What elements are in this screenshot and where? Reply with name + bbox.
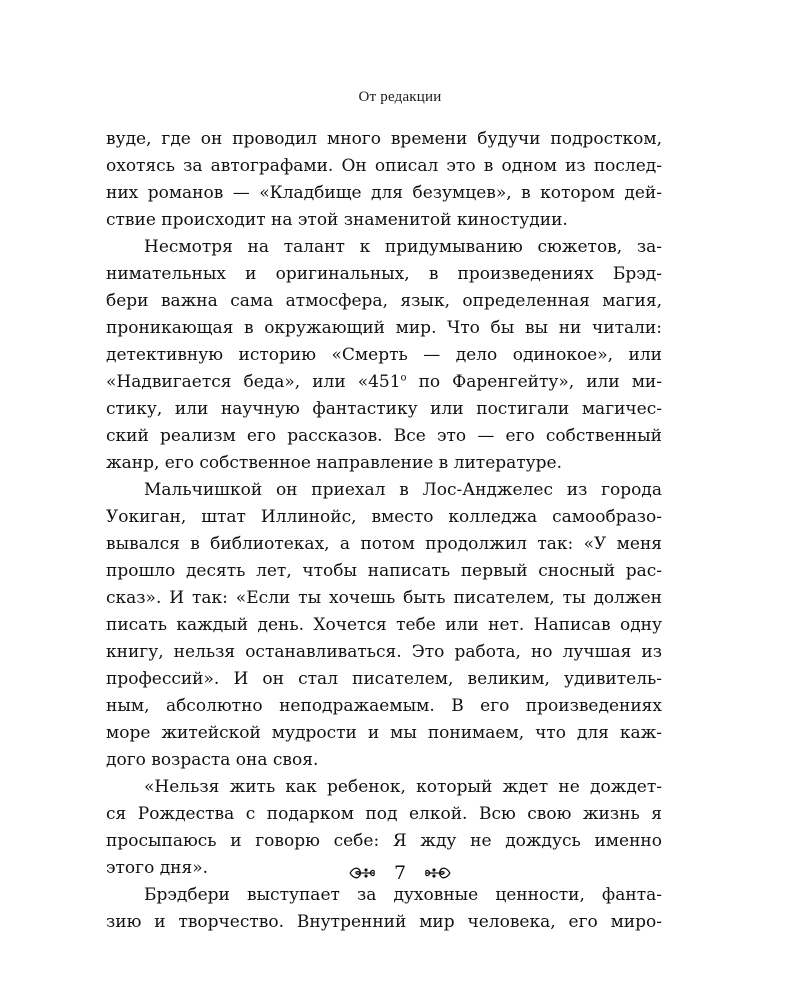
text-line: ствие происходит на этой знаменитой киностудии.	[106, 210, 568, 230]
text-line: стику, или научную фантастику или постигали магичес-	[106, 399, 662, 419]
text-line: писать каждый день. Хочется тебе или нет. Написав одну	[106, 615, 662, 635]
text-line: ся Рождества с подарком под елкой. Всю свою жизнь я	[106, 804, 662, 824]
fleuron-ornament-icon	[424, 864, 452, 882]
text-line: профессий». И он стал писателем, великим, удивитель-	[106, 669, 662, 689]
text-line: проникающая в окружающий мир. Что бы вы ни читали:	[106, 318, 662, 338]
text-line: нимательных и оригинальных, в произведениях Брэд-	[106, 264, 662, 284]
fleuron-ornament-icon	[348, 864, 376, 882]
text-line: книгу, нельзя останавливаться. Это работа, но лучшая из	[106, 642, 662, 662]
text-line: ным, абсолютно неподражаемым. В его произведениях	[106, 696, 662, 716]
text-line: Уокиган, штат Иллинойс, вместо колледжа самообразо-	[106, 507, 662, 527]
text-line: Брэдбери выступает за духовные ценности, фанта-	[144, 885, 662, 905]
text-line: прошло десять лет, чтобы написать первый сносный рас-	[106, 561, 662, 581]
text-line: охотясь за автографами. Он описал это в одном из послед-	[106, 156, 662, 176]
text-line: «Нельзя жить как ребенок, который ждет не дождет-	[144, 777, 662, 797]
text-line: дого возраста она своя.	[106, 750, 319, 770]
text-line: детективную историю «Смерть — дело одинокое», или	[106, 345, 662, 365]
text-line: вуде, где он проводил много времени будучи подростком,	[106, 129, 662, 149]
text-line: зию и творчество. Внутренний мир человека, его миро-	[106, 912, 662, 932]
text-line: «Надвигается беда», или «451$^o$ по Фаренгейту», или ми-	[106, 372, 662, 392]
text-line: них романов — «Кладбище для безумцев», в котором дей-	[106, 183, 662, 203]
text-line: море житейской мудрости и мы понимаем, что для каж-	[106, 723, 662, 743]
text-line: жанр, его собственное направление в литературе.	[106, 453, 563, 473]
text-line: ский реализм его рассказов. Все это — его собственный	[106, 426, 662, 446]
text-line: вывался в библиотеках, а потом продолжил так: «У меня	[106, 534, 662, 554]
page-number: 7	[393, 862, 407, 884]
text-line: бери важна сама атмосфера, язык, определенная магия,	[106, 291, 662, 311]
text-line: Мальчишкой он приехал в Лос-Анджелес из города	[144, 480, 662, 500]
page-footer	[0, 862, 800, 884]
body-text	[106, 126, 662, 936]
text-line: просыпаюсь и говорю себе: Я жду не дождусь именно	[106, 831, 662, 851]
running-title: От редакции	[358, 89, 442, 105]
text-line: этого дня».	[106, 858, 209, 878]
text-line: Несмотря на талант к придумыванию сюжетов, за-	[144, 237, 662, 257]
text-line: сказ». И так: «Если ты хочешь быть писателем, ты должен	[106, 588, 662, 608]
